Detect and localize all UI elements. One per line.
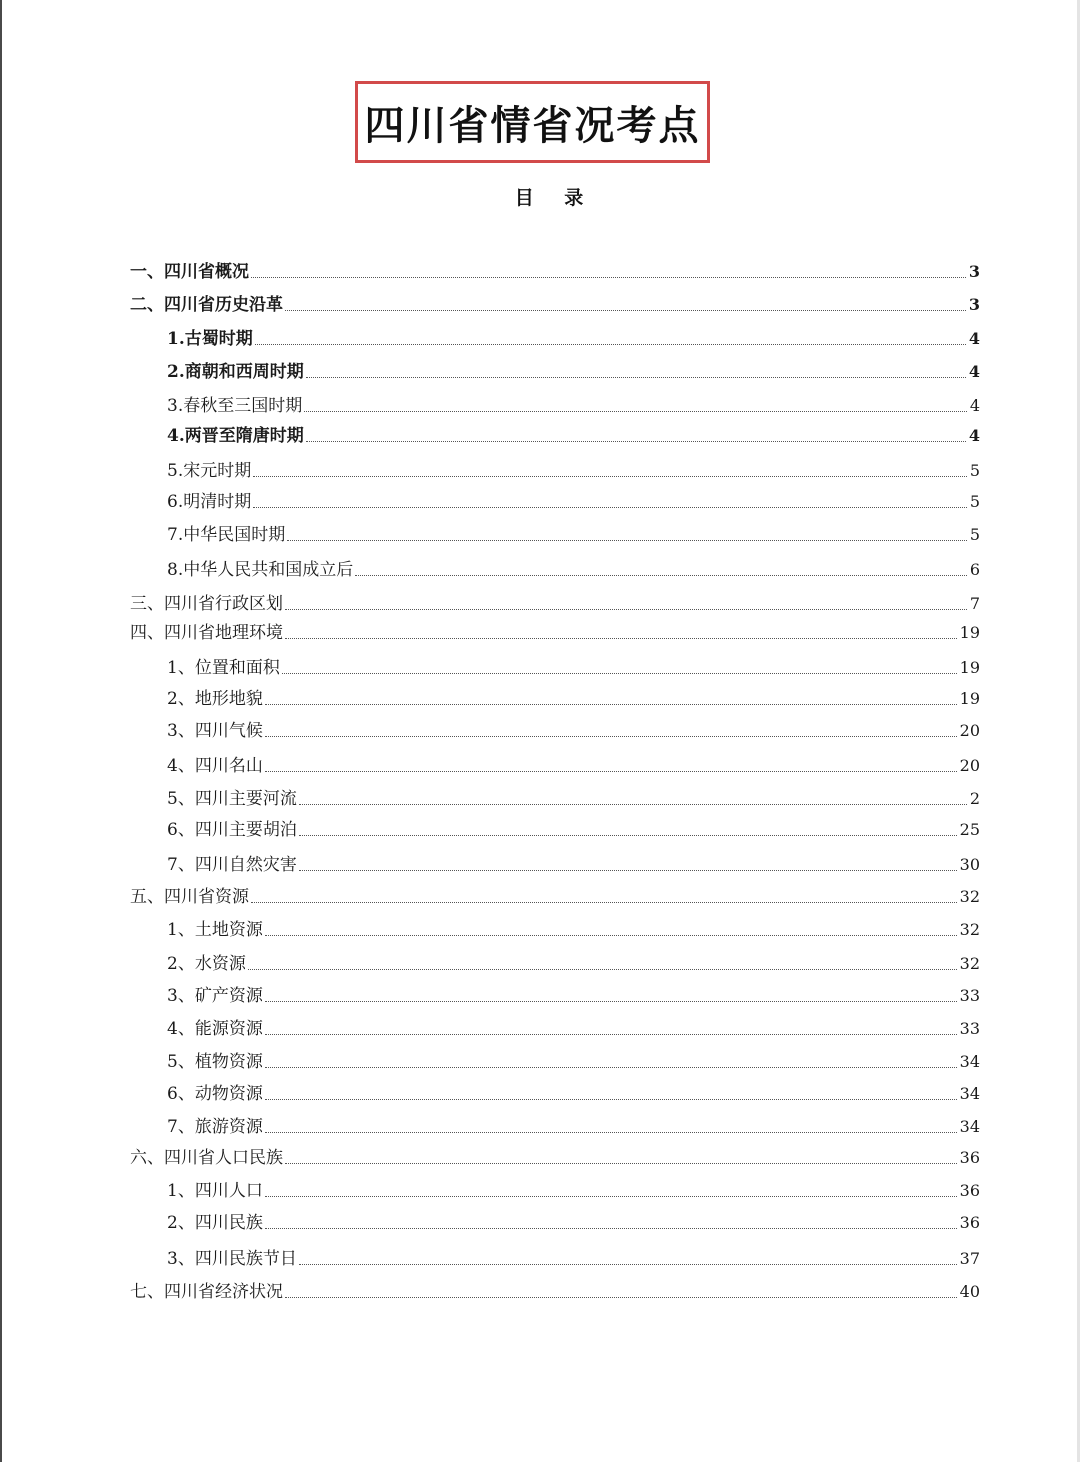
toc-leader-dots — [265, 1131, 957, 1133]
toc-entry-title: 7、旅游资源 — [167, 1117, 263, 1137]
toc-entry-page: 5 — [969, 525, 980, 544]
toc-entry[interactable] — [0, 915, 980, 941]
toc-entry-title: 4、四川名山 — [167, 756, 263, 776]
toc-entry-page: 32 — [959, 954, 980, 973]
toc-entry-page: 25 — [959, 820, 980, 839]
toc-entry-title: 1、四川人口 — [167, 1181, 263, 1201]
toc-entry-page: 19 — [959, 658, 980, 677]
toc-entry-page: 5 — [969, 492, 980, 511]
toc-leader-dots — [285, 608, 967, 610]
toc-entry-page: 36 — [959, 1148, 980, 1167]
toc-entry-page: 2 — [969, 789, 980, 808]
toc-leader-dots — [285, 637, 957, 639]
toc-entry[interactable] — [0, 653, 980, 679]
toc-leader-dots — [253, 506, 967, 508]
toc-entry-page: 4 — [968, 329, 980, 348]
toc-entry[interactable] — [0, 882, 980, 908]
toc-entry-page: 3 — [968, 262, 980, 281]
toc-entry[interactable] — [0, 257, 980, 283]
toc-entry-title: 三、四川省行政区划 — [130, 594, 283, 614]
toc-entry[interactable] — [0, 357, 980, 383]
toc-leader-dots — [299, 869, 957, 871]
toc-leader-dots — [282, 672, 957, 674]
toc-leader-dots — [265, 1066, 957, 1068]
toc-leader-dots — [306, 376, 966, 378]
toc-entry-title: 一、四川省概况 — [130, 262, 249, 282]
toc-entry-title: 5.宋元时期 — [167, 461, 252, 481]
toc-entry-title: 2.商朝和西周时期 — [167, 362, 304, 382]
toc-entry-page: 37 — [959, 1249, 980, 1268]
toc-entry-page: 5 — [969, 461, 980, 480]
toc-entry-page: 7 — [969, 594, 980, 613]
toc-leader-dots — [306, 440, 966, 442]
toc-entry-page: 4 — [968, 426, 980, 445]
toc-leader-dots — [287, 539, 967, 541]
toc-entry[interactable] — [0, 520, 980, 546]
toc-entry-page: 40 — [959, 1282, 980, 1301]
toc-leader-dots — [265, 735, 957, 737]
toc-entry-page: 20 — [959, 756, 980, 775]
toc-entry-page: 4 — [968, 362, 980, 381]
toc-entry-title: 1.古蜀时期 — [167, 329, 253, 349]
toc-entry-title: 五、四川省资源 — [130, 887, 249, 907]
toc-leader-dots — [265, 934, 957, 936]
toc-entry-title: 2、四川民族 — [167, 1213, 263, 1233]
toc-leader-dots — [285, 1296, 957, 1298]
toc-entry-page: 4 — [969, 396, 980, 415]
toc-leader-dots — [255, 343, 966, 345]
toc-entry[interactable] — [0, 391, 980, 417]
toc-entry-page: 19 — [959, 623, 980, 642]
toc-leader-dots — [265, 770, 957, 772]
toc-entry-page: 20 — [959, 721, 980, 740]
toc-entry-title: 3、四川民族节日 — [167, 1249, 297, 1269]
toc-entry-title: 4.两晋至隋唐时期 — [167, 426, 304, 446]
toc-leader-dots — [251, 901, 957, 903]
toc-entry[interactable] — [0, 618, 980, 644]
toc-entry-title: 6、动物资源 — [167, 1084, 263, 1104]
toc-entry[interactable] — [0, 751, 980, 777]
toc-entry-title: 6.明清时期 — [167, 492, 252, 512]
toc-entry-page: 32 — [959, 887, 980, 906]
toc-entry-title: 5、植物资源 — [167, 1052, 263, 1072]
toc-entry-title: 8.中华人民共和国成立后 — [167, 560, 354, 580]
toc-entry-page: 36 — [959, 1213, 980, 1232]
toc-entry-page: 19 — [959, 689, 980, 708]
toc-leader-dots — [355, 574, 967, 576]
toc-entry[interactable] — [0, 1244, 980, 1270]
toc-entry-page: 3 — [968, 295, 980, 314]
toc-entry[interactable] — [0, 949, 980, 975]
toc-entry[interactable] — [0, 456, 980, 482]
toc-entry-page: 33 — [959, 1019, 980, 1038]
toc-leader-dots — [248, 968, 957, 970]
toc-entry-title: 3、矿产资源 — [167, 986, 263, 1006]
toc-entry[interactable] — [0, 784, 980, 810]
toc-entry-page: 34 — [959, 1084, 980, 1103]
toc-entry-page: 36 — [959, 1181, 980, 1200]
toc-heading: 目 录 — [514, 187, 596, 209]
toc-entry-page: 6 — [969, 560, 980, 579]
toc-leader-dots — [265, 1033, 957, 1035]
toc-entry-page: 32 — [959, 920, 980, 939]
document-title-box — [355, 81, 710, 163]
toc-entry[interactable] — [0, 1176, 980, 1202]
toc-leader-dots — [285, 309, 966, 311]
toc-entry[interactable] — [0, 815, 980, 841]
toc-entry-page: 34 — [959, 1052, 980, 1071]
toc-leader-dots — [265, 1098, 957, 1100]
toc-entry[interactable] — [0, 1014, 980, 1040]
toc-entry[interactable] — [0, 1112, 980, 1138]
toc-entry[interactable] — [0, 1079, 980, 1105]
toc-entry[interactable] — [0, 1277, 980, 1303]
toc-leader-dots — [265, 1227, 957, 1229]
toc-entry-page: 33 — [959, 986, 980, 1005]
toc-leader-dots — [253, 475, 967, 477]
toc-entry-title: 4、能源资源 — [167, 1019, 263, 1039]
toc-entry[interactable] — [0, 324, 980, 350]
toc-entry[interactable] — [0, 555, 980, 581]
toc-entry-title: 3.春秋至三国时期 — [167, 396, 303, 416]
toc-entry[interactable] — [0, 1047, 980, 1073]
toc-entry[interactable] — [0, 981, 980, 1007]
toc-entry-title: 7、四川自然灾害 — [167, 855, 297, 875]
toc-entry-title: 2、地形地貌 — [167, 689, 263, 709]
toc-leader-dots — [299, 834, 957, 836]
toc-entry-title: 2、水资源 — [167, 954, 246, 974]
toc-entry[interactable] — [0, 589, 980, 615]
toc-leader-dots — [299, 1263, 957, 1265]
toc-entry[interactable] — [0, 487, 980, 513]
toc-entry[interactable] — [0, 421, 980, 447]
toc-entry-title: 3、四川气候 — [167, 721, 263, 741]
toc-entry[interactable] — [0, 716, 980, 742]
toc-leader-dots — [285, 1162, 957, 1164]
toc-entry-title: 二、四川省历史沿革 — [130, 295, 283, 315]
toc-entry-page: 30 — [959, 855, 980, 874]
toc-entry-title: 六、四川省人口民族 — [130, 1148, 283, 1168]
toc-entry[interactable] — [0, 1208, 980, 1234]
toc-leader-dots — [304, 410, 967, 412]
toc-entry-title: 1、位置和面积 — [167, 658, 280, 678]
toc-entry-title: 7.中华民国时期 — [167, 525, 286, 545]
toc-entry[interactable] — [0, 1143, 980, 1169]
toc-leader-dots — [265, 703, 957, 705]
toc-entry-title: 6、四川主要胡泊 — [167, 820, 297, 840]
toc-entry-page: 34 — [959, 1117, 980, 1136]
toc-entry[interactable] — [0, 684, 980, 710]
toc-entry-title: 1、土地资源 — [167, 920, 263, 940]
toc-entry-title: 七、四川省经济状况 — [130, 1282, 283, 1302]
toc-leader-dots — [265, 1195, 957, 1197]
toc-entry-title: 四、四川省地理环境 — [130, 623, 283, 643]
toc-entry-title: 5、四川主要河流 — [167, 789, 297, 809]
toc-leader-dots — [251, 276, 966, 278]
document-title: 四川省情省况考点 — [364, 102, 701, 149]
toc-leader-dots — [299, 803, 967, 805]
toc-entry[interactable] — [0, 290, 980, 316]
toc-entry[interactable] — [0, 850, 980, 876]
toc-leader-dots — [265, 1000, 957, 1002]
